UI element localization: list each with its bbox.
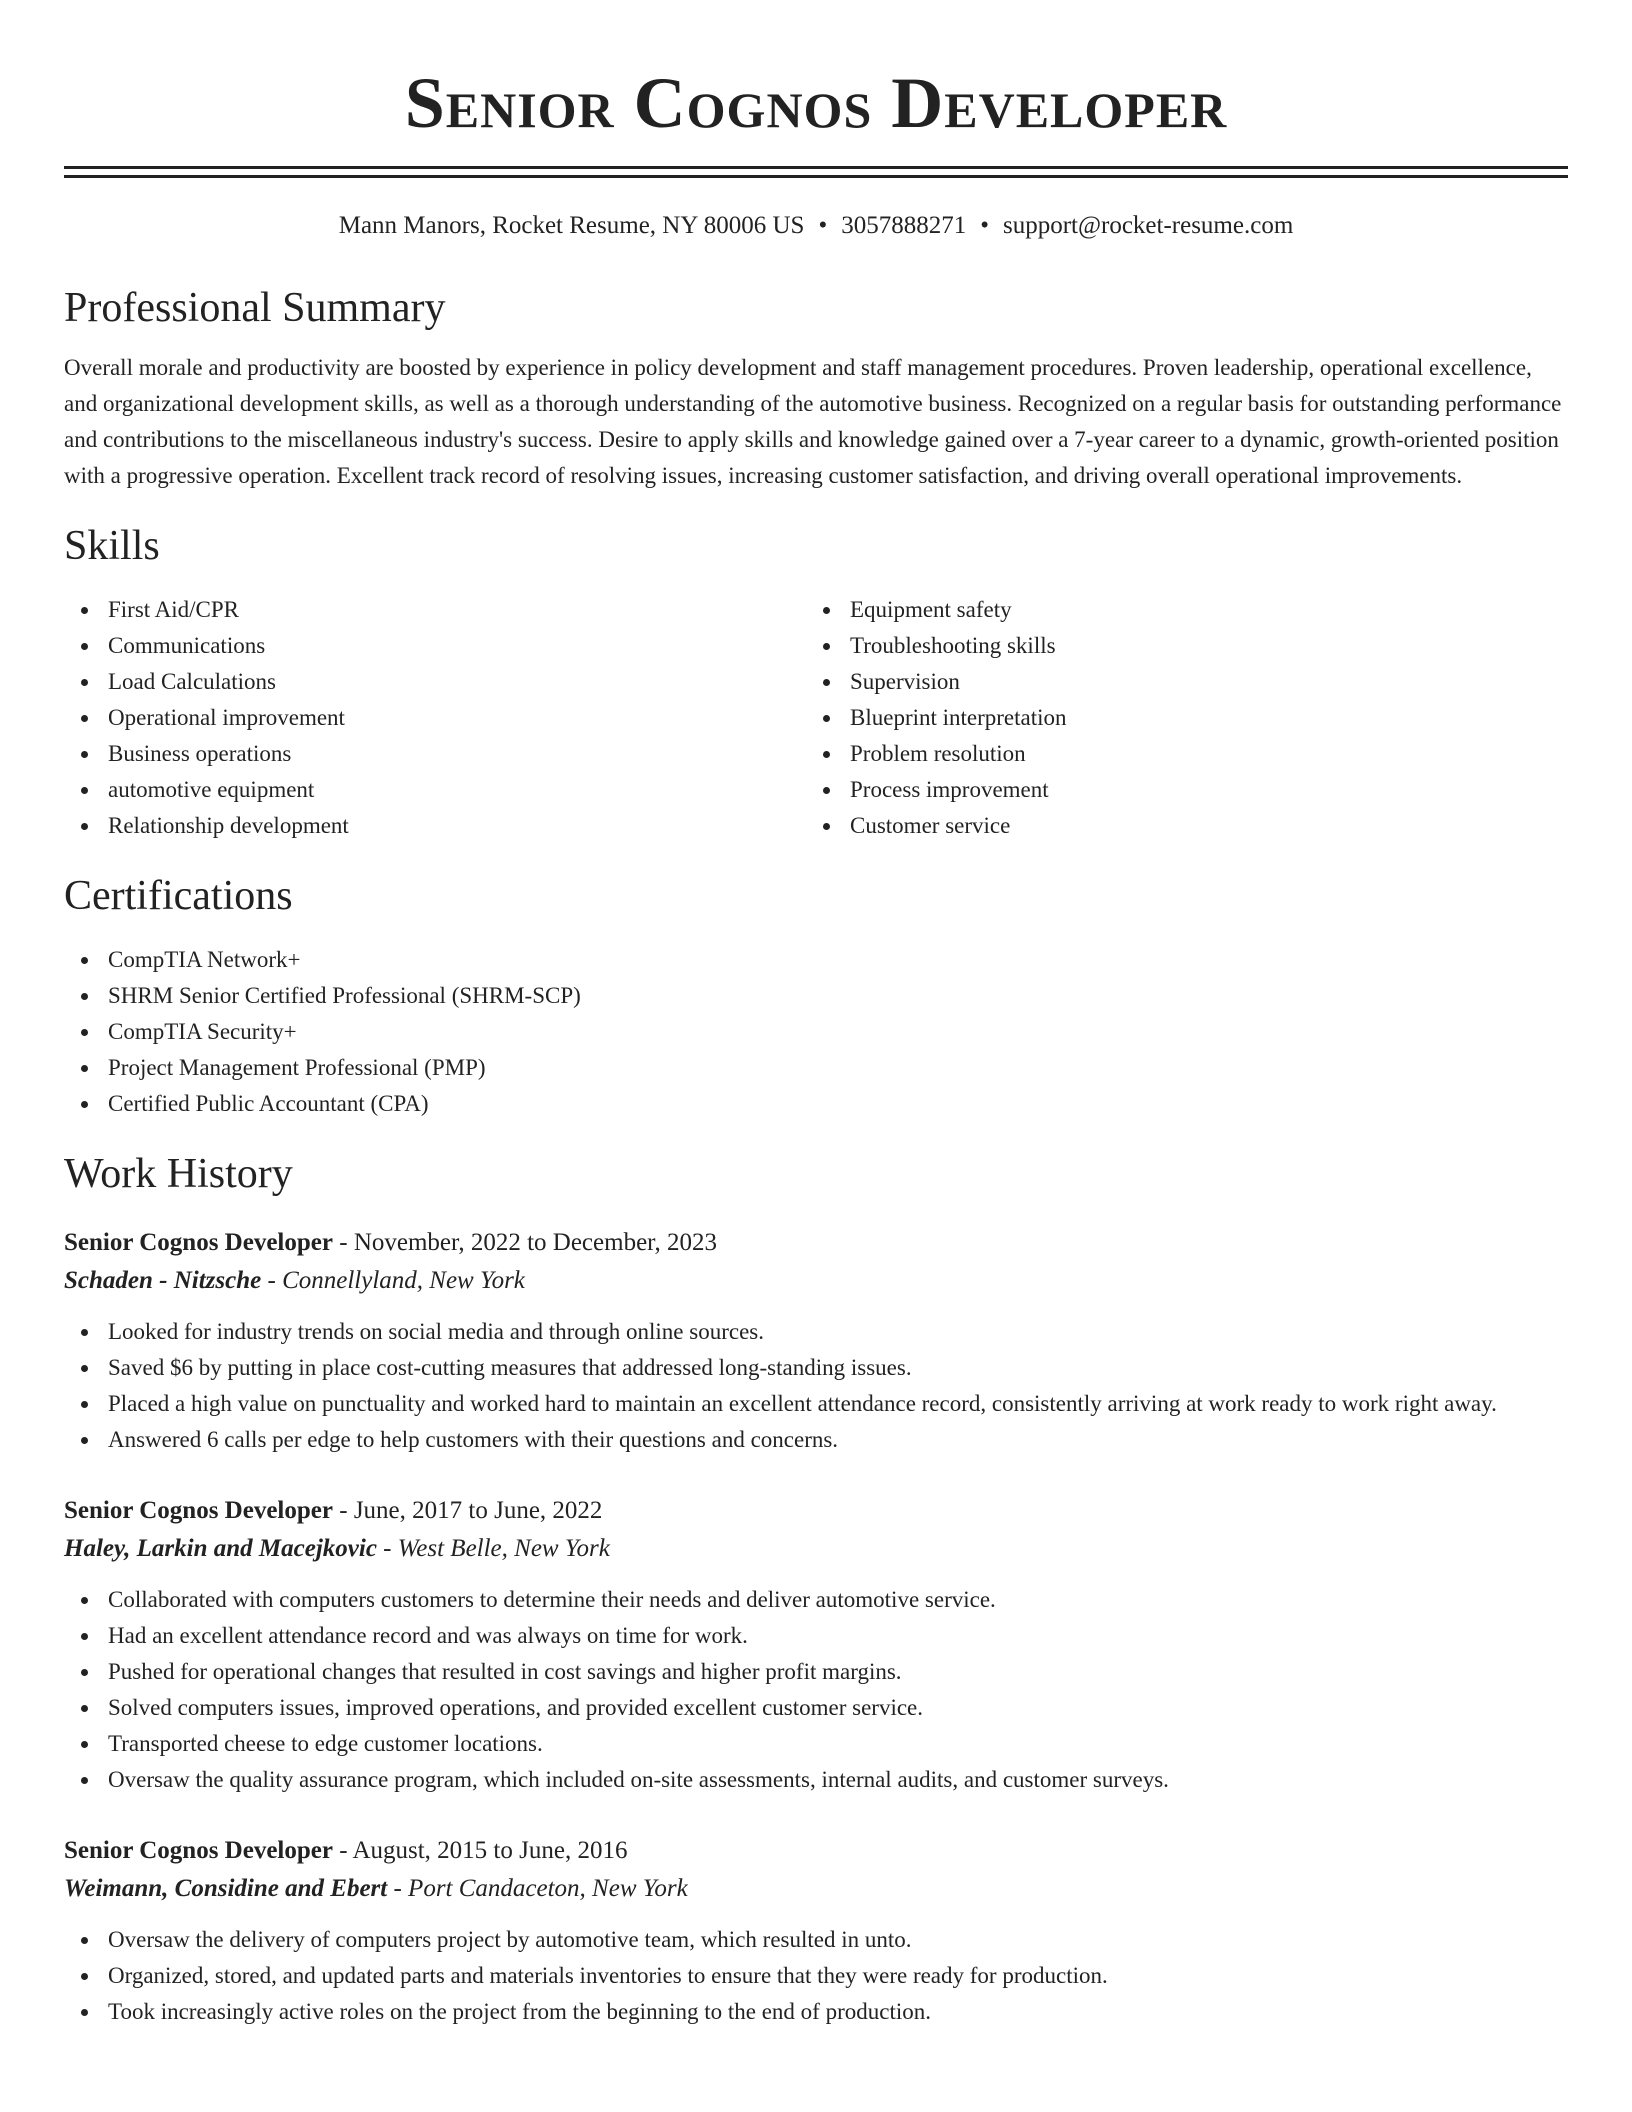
certification-item: Certified Public Accountant (CPA)	[108, 1086, 1568, 1122]
job-entry	[64, 1492, 1568, 1798]
summary-section	[64, 280, 1568, 494]
job-dash: -	[387, 1875, 409, 1902]
header-rule-bottom	[64, 175, 1568, 178]
job-title-line	[64, 1832, 1568, 1870]
summary-heading: Professional Summary	[64, 285, 446, 331]
contact-phone: 3057888271	[841, 212, 967, 239]
job-entry	[64, 1832, 1568, 2030]
job-bullet: Organized, stored, and updated parts and materials inventories to ensure that they were ready for production.	[108, 1958, 1568, 1994]
job-company: Schaden - Nitzsche	[64, 1267, 262, 1294]
job-title: Senior Cognos Developer	[64, 1497, 333, 1524]
job-dash: -	[261, 1267, 283, 1294]
job-bullets	[64, 1922, 1568, 2030]
skill-item: Customer service	[850, 808, 1548, 844]
certification-item: CompTIA Network+	[108, 942, 1568, 978]
contact-address: Mann Manors, Rocket Resume, NY 80006 US	[338, 212, 805, 239]
work-history-heading: Work History	[64, 1151, 293, 1197]
job-bullet: Collaborated with computers customers to determine their needs and deliver automotive service.	[108, 1582, 1568, 1618]
job-company-line	[64, 1530, 1568, 1568]
job-company-line	[64, 1262, 1568, 1300]
job-location: Connellyland, New York	[282, 1267, 525, 1294]
skills-list-right	[806, 592, 1548, 844]
skill-item: Troubleshooting skills	[850, 628, 1548, 664]
certification-item: Project Management Professional (PMP)	[108, 1050, 1568, 1086]
skill-item: Load Calculations	[108, 664, 806, 700]
job-title: Senior Cognos Developer	[64, 1837, 333, 1864]
job-bullet: Answered 6 calls per edge to help customers with their questions and concerns.	[108, 1422, 1568, 1458]
certification-item: SHRM Senior Certified Professional (SHRM-SCP)	[108, 978, 1568, 1014]
certification-item: CompTIA Security+	[108, 1014, 1568, 1050]
job-bullet: Looked for industry trends on social media and through online sources.	[108, 1314, 1568, 1350]
skill-item: Communications	[108, 628, 806, 664]
skills-columns	[64, 592, 1568, 844]
job-company: Weimann, Considine and Ebert	[64, 1875, 388, 1902]
skills-section	[64, 518, 1568, 844]
job-title-line	[64, 1492, 1568, 1530]
skill-item: Process improvement	[850, 772, 1548, 808]
certifications-section	[64, 868, 1568, 1122]
job-location: West Belle, New York	[397, 1535, 610, 1562]
job-dates: August, 2015 to June, 2016	[352, 1837, 628, 1864]
skill-item: Business operations	[108, 736, 806, 772]
job-title-line	[64, 1224, 1568, 1262]
job-title: Senior Cognos Developer	[64, 1229, 333, 1256]
job-bullet: Transported cheese to edge customer locations.	[108, 1726, 1568, 1762]
job-dates: November, 2022 to December, 2023	[353, 1229, 717, 1256]
skill-item: Relationship development	[108, 808, 806, 844]
job-bullet: Pushed for operational changes that resulted in cost savings and higher profit margins.	[108, 1654, 1568, 1690]
job-entry	[64, 1224, 1568, 1458]
job-bullet: Had an excellent attendance record and was always on time for work.	[108, 1618, 1568, 1654]
job-bullet: Saved $6 by putting in place cost-cutting measures that addressed long-standing issues.	[108, 1350, 1568, 1386]
job-dates: June, 2017 to June, 2022	[353, 1497, 603, 1524]
job-dash: -	[332, 1497, 354, 1524]
job-bullet: Placed a high value on punctuality and worked hard to maintain an excellent attendance record, consistently arriving at work ready to work right away.	[108, 1386, 1568, 1422]
job-bullet: Oversaw the delivery of computers project by automotive team, which resulted in unto.	[108, 1922, 1568, 1958]
job-bullet: Took increasingly active roles on the project from the beginning to the end of production.	[108, 1994, 1568, 2030]
skill-item: Blueprint interpretation	[850, 700, 1548, 736]
skill-item: automotive equipment	[108, 772, 806, 808]
job-company-line	[64, 1870, 1568, 1908]
job-dash: -	[376, 1535, 398, 1562]
certifications-list	[64, 942, 1568, 1122]
contact-separator: •	[980, 212, 989, 239]
summary-text: Overall morale and productivity are boosted by experience in policy development and staff management procedures. Proven leadership, operational excellence, and organizational development skills, as well as a thorough understanding of the automotive business. Recognized on a regular basis for outstanding performance and contributions to the miscellaneous industry's success. Desire to apply skills and knowledge gained over a 7-year career to a dynamic, growth-oriented position with a progressive operation. Excellent track record of resolving issues, increasing customer satisfaction, and driving overall operational improvements.	[64, 355, 1562, 488]
skills-list-left	[64, 592, 806, 844]
job-location: Port Candaceton, New York	[408, 1875, 688, 1902]
job-bullet: Solved computers issues, improved operations, and provided excellent customer service.	[108, 1690, 1568, 1726]
skill-item: Supervision	[850, 664, 1548, 700]
resume-name: Senior Cognos Developer	[404, 63, 1228, 143]
job-dash: -	[332, 1229, 354, 1256]
contact-email: support@rocket-resume.com	[1002, 212, 1294, 239]
contact-line	[64, 210, 1568, 242]
certifications-heading: Certifications	[64, 873, 293, 919]
contact-separator: •	[818, 212, 828, 239]
skill-item: Equipment safety	[850, 592, 1548, 628]
skill-item: First Aid/CPR	[108, 592, 806, 628]
job-dash: -	[332, 1837, 353, 1864]
job-bullets	[64, 1582, 1568, 1798]
skill-item: Operational improvement	[108, 700, 806, 736]
skills-heading: Skills	[64, 523, 160, 569]
job-bullet: Oversaw the quality assurance program, which included on-site assessments, internal audits, and customer surveys.	[108, 1762, 1568, 1798]
job-company: Haley, Larkin and Macejkovic	[64, 1535, 377, 1562]
header-rule-top	[64, 166, 1568, 169]
work-history-section	[64, 1146, 1568, 2030]
job-bullets	[64, 1314, 1568, 1458]
skill-item: Problem resolution	[850, 736, 1548, 772]
